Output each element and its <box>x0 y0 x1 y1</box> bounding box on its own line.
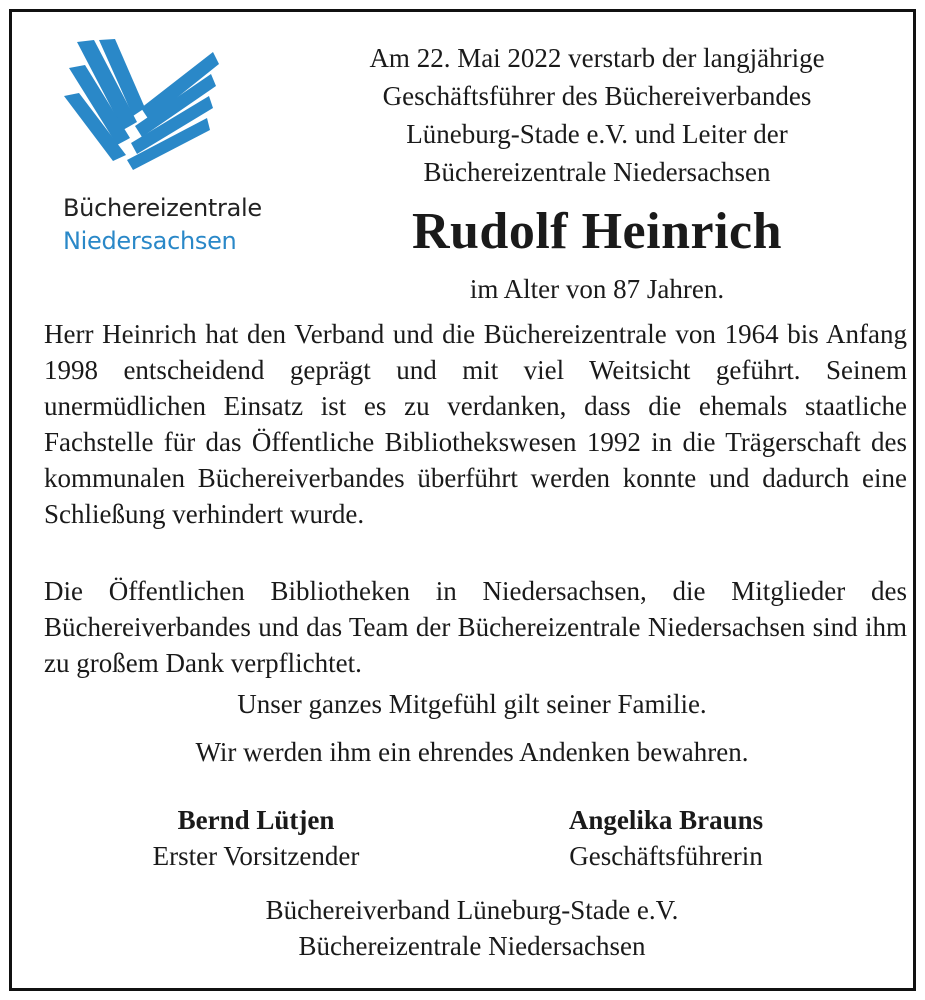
condolence-line: Unser ganzes Mitgefühl gilt seiner Familie. <box>237 689 707 719</box>
deceased-name: Rudolf Heinrich <box>411 203 783 260</box>
buechereizentrale-logo <box>55 34 295 264</box>
footer-line: Büchereizentrale Niedersachsen <box>298 931 646 961</box>
obituary-notice <box>9 9 916 991</box>
footer-line: Büchereiverband Lüneburg-Stade e.V. <box>265 895 679 925</box>
remembrance-line: Wir werden ihm ein ehrendes Andenken bewahren. <box>195 737 749 767</box>
signatory-name: Bernd Lütjen <box>177 805 335 835</box>
age-line: im Alter von 87 Jahren. <box>469 274 725 304</box>
signatory-role: Erster Vorsitzender <box>152 841 360 871</box>
signatory-left <box>96 802 416 874</box>
tribute-paragraph: Herr Heinrich hat den Verband und die Büchereizentrale von 1964 bis Anfang 1998 entscheidend geprägt und mit viel Weitsicht geführt. Seinem unermüdlichen Einsatz ist es zu verdanken, dass die ehemals staatliche Fachstelle für das Öffentliche Bibliothekswesen 1992 in die Trägerschaft des kommunalen Büchereiverbandes überführt werden konnte und dadurch eine Schließung verhindert wurde. <box>44 319 907 529</box>
header-line: Geschäftsführer des Büchereiverbandes <box>382 81 812 111</box>
announcement-header <box>302 39 892 191</box>
logo-text-line2: Niedersachsen <box>63 227 237 255</box>
logo-text-line1: Büchereizentrale <box>63 194 262 222</box>
header-line: Am 22. Mai 2022 verstarb der langjährige <box>369 43 825 73</box>
signatory-right <box>506 802 826 874</box>
header-line: Lüneburg-Stade e.V. und Leiter der <box>406 119 788 149</box>
book-pages-icon <box>63 34 223 174</box>
signatory-name: Angelika Brauns <box>568 805 764 835</box>
thanks-paragraph: Die Öffentlichen Bibliotheken in Niedersachsen, die Mitglieder des Büchereiverbandes und das Team der Büchereizentrale Niedersachsen sind ihm zu großem Dank verpflichtet. <box>44 576 907 678</box>
header-line: Büchereizentrale Niedersachsen <box>423 157 771 187</box>
organization-footer <box>32 892 912 964</box>
signatory-role: Geschäftsführerin <box>569 841 763 871</box>
